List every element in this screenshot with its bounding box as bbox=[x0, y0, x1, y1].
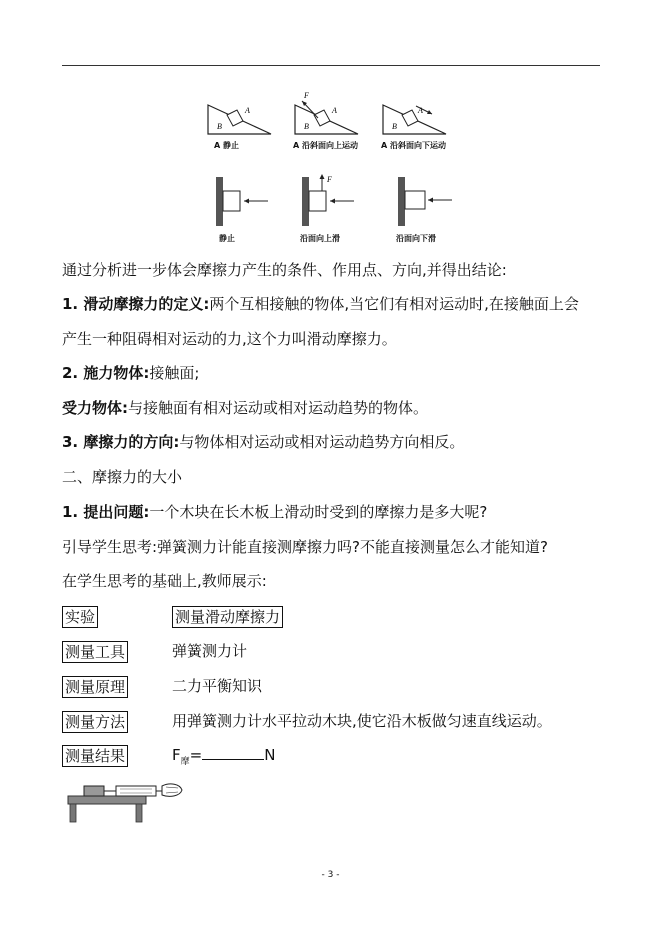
caption-slide-down: 沿面向下滑 bbox=[396, 234, 436, 243]
teacher-line: 在学生思考的基础上,教师展示: bbox=[62, 572, 267, 590]
direction-title: 3. 摩擦力的方向: bbox=[62, 433, 180, 451]
header-rule bbox=[62, 65, 600, 66]
label-f: F bbox=[304, 91, 309, 100]
guide-line: 引导学生思考:弹簧测力计能直接测摩擦力吗?不能直接测量怎么才能知道? bbox=[62, 538, 548, 556]
wall-up-figure bbox=[300, 172, 358, 228]
result-blank bbox=[202, 745, 264, 760]
question-title: 1. 提出问题: bbox=[62, 503, 150, 521]
incline-static-figure bbox=[205, 102, 275, 137]
label-a: A bbox=[245, 106, 250, 115]
label-a: A bbox=[418, 106, 423, 115]
direction-line bbox=[62, 432, 464, 452]
caption-a-down: A 沿斜面向下运动 bbox=[381, 141, 446, 150]
row-label: 测量工具 bbox=[62, 641, 128, 663]
receiving-object-body: 与接触面有相对运动或相对运动趋势的物体。 bbox=[128, 399, 429, 417]
label-a: A bbox=[332, 106, 337, 115]
spring-scale-experiment-figure bbox=[66, 778, 186, 824]
exerting-object-title: 2. 施力物体: bbox=[62, 364, 150, 382]
label-b: B bbox=[392, 122, 397, 131]
definition-body: 两个互相接触的物体,当它们有相对运动时,在接触面上会 bbox=[209, 295, 579, 313]
row-value: 测量滑动摩擦力 bbox=[172, 606, 283, 628]
row-value: 用弹簧测力计水平拉动木块,使它沿木板做匀速直线运动。 bbox=[172, 712, 552, 730]
row-label: 测量原理 bbox=[62, 676, 128, 698]
exerting-object-line bbox=[62, 363, 199, 383]
result-symbol: F bbox=[172, 746, 181, 764]
result-unit: N bbox=[264, 746, 276, 764]
caption-a-up: A 沿斜面向上运动 bbox=[293, 141, 358, 150]
question-line bbox=[62, 502, 487, 522]
definition-title: 1. 滑动摩擦力的定义: bbox=[62, 295, 210, 313]
wall-static-figure bbox=[214, 175, 272, 228]
result-formula bbox=[172, 745, 275, 772]
result-equals: = bbox=[189, 746, 203, 764]
label-b: B bbox=[217, 122, 222, 131]
definition-line-2: 产生一种阻碍相对运动的力,这个力叫滑动摩擦力。 bbox=[62, 330, 397, 348]
exerting-object-body: 接触面; bbox=[149, 364, 200, 382]
caption-slide-up: 沿面向上滑 bbox=[300, 234, 340, 243]
row-value: 弹簧测力计 bbox=[172, 642, 248, 660]
receiving-object-title: 受力物体: bbox=[62, 399, 128, 417]
row-label: 测量方法 bbox=[62, 711, 128, 733]
wall-down-figure bbox=[396, 175, 454, 228]
section-heading: 二、摩擦力的大小 bbox=[62, 468, 183, 486]
intro-text: 通过分析进一步体会摩擦力产生的条件、作用点、方向,并得出结论: bbox=[62, 261, 507, 279]
page-number: - 3 - bbox=[321, 870, 340, 880]
definition-line bbox=[62, 294, 579, 314]
caption-a-static: A 静止 bbox=[214, 141, 239, 150]
incline-up-figure bbox=[292, 90, 362, 137]
row-label: 实验 bbox=[62, 606, 98, 628]
incline-down-figure bbox=[380, 98, 455, 137]
row-label: 测量结果 bbox=[62, 745, 128, 767]
receiving-object-line bbox=[62, 398, 428, 418]
question-body: 一个木块在长木板上滑动时受到的摩擦力是多大呢? bbox=[149, 503, 488, 521]
direction-body: 与物体相对运动或相对运动趋势方向相反。 bbox=[179, 433, 465, 451]
label-b: B bbox=[304, 122, 309, 131]
result-subscript: 摩 bbox=[180, 757, 190, 767]
caption-static: 静止 bbox=[219, 234, 235, 243]
row-value: 二力平衡知识 bbox=[172, 677, 263, 695]
label-f: F bbox=[327, 175, 332, 184]
